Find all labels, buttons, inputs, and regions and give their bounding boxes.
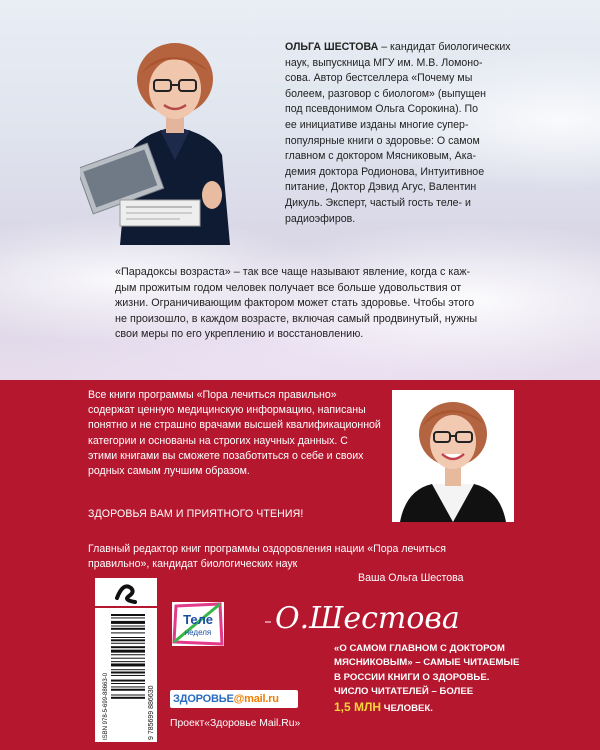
barcode-bar	[111, 637, 145, 638]
lead-paragraph	[115, 265, 555, 343]
barcode-bar	[111, 689, 145, 691]
promo-line: В РОССИИ КНИГИ О ЗДОРОВЬЕ.	[334, 671, 490, 683]
bio-line: болеем, разговор с биологом» (выпущен	[285, 87, 487, 100]
program-line: содержат ценную медицинскую информацию, написаны	[88, 404, 366, 417]
editor-credit	[88, 542, 508, 572]
program-description	[88, 388, 393, 479]
barcode-bar	[111, 646, 145, 648]
signature-script: О.Шестова	[275, 601, 460, 636]
program-line: Все книги программы «Пора лечиться правильно»	[88, 389, 337, 401]
zdorovie-part2: mail.ru	[244, 693, 279, 705]
barcode-bar	[111, 680, 145, 682]
bio-line: Дикуль. Эксперт, частый гость теле- и	[285, 196, 471, 209]
zdorovie-at: @	[233, 693, 245, 705]
tele-nedelya-logo-icon	[172, 602, 224, 646]
bio-line: – кандидат биологических	[378, 41, 511, 53]
lead-line: дым прожитым годом человек получает все больше удовольствия от	[115, 281, 462, 294]
signature-name: Ваша Ольга Шестова	[358, 572, 464, 584]
lead-line: свои меры по его укреплению и восстановлению.	[115, 328, 364, 341]
barcode-bar	[111, 672, 145, 674]
barcode-bar	[111, 695, 145, 696]
promo-line: «О САМОМ ГЛАВНОМ С ДОКТОРОМ	[334, 643, 505, 654]
tele-logo-line1: Теле	[183, 612, 213, 627]
barcode	[95, 608, 157, 742]
promo-highlight: 1,5 МЛН	[334, 699, 382, 714]
barcode-bar	[111, 654, 145, 655]
zdorovie-part1: ЗДОРОВЬЕ	[173, 693, 234, 705]
barcode-bar	[111, 617, 145, 618]
lead-line: жизни. Ограничивающим фактором может стать здоровье. Чтобы этого	[115, 297, 475, 310]
isbn-text: ISBN 978-5-699-88663-0	[103, 672, 109, 740]
barcode-bar	[111, 621, 145, 624]
barcode-bar	[111, 626, 145, 627]
editor-line: правильно», кандидат биологических наук	[88, 558, 298, 571]
barcode-digits: 9 785699 886630	[148, 685, 155, 740]
project-caption: Проект«Здоровье Mail.Ru»	[170, 718, 301, 729]
bio-line: демия доктора Родионова, Интуитивное	[285, 165, 485, 178]
program-line: родных самым лучшим образом.	[88, 465, 250, 478]
editor-line: Главный редактор книг программы оздоровления нации «Пора лечиться	[88, 543, 446, 555]
barcode-bar	[111, 697, 145, 699]
lead-line: не произошло, в каждом возрасте, включая самый продвинутый, нужны	[115, 312, 478, 325]
program-line: категории и основаны на строгих научных данных. С	[88, 434, 348, 447]
promo-text	[334, 642, 544, 716]
barcode-bar	[111, 675, 145, 676]
author-portrait	[392, 390, 514, 522]
author-photo-with-laptop	[80, 35, 270, 245]
promo-line: ЧИСЛО ЧИТАТЕЛЕЙ – БОЛЕЕ	[334, 686, 474, 698]
bio-line: наук, выпускница МГУ им. М.В. Ломоно-	[285, 56, 483, 69]
publisher-logo-icon	[95, 578, 157, 606]
barcode-bar	[111, 628, 145, 630]
bio-line: популярные книги о здоровье: О самом	[285, 134, 480, 147]
barcode-bar	[111, 663, 145, 666]
barcode-bar	[111, 669, 145, 670]
barcode-bar	[111, 686, 145, 687]
bio-line: питание, Доктор Дэвид Агус, Валентин	[285, 181, 477, 194]
barcode-bar	[111, 661, 145, 662]
promo-line: МЯСНИКОВЫМ» – САМЫЕ ЧИТАЕМЫЕ	[334, 657, 520, 669]
handwritten-signature	[265, 592, 505, 642]
bio-line: радиоэфиров.	[285, 212, 356, 225]
barcode-bar	[111, 639, 145, 641]
barcode-bar	[111, 683, 145, 684]
bio-line: ее инициативе изданы многие супер-	[285, 118, 469, 131]
bio-line: сова. Автор бестселлера «Почему мы	[285, 72, 473, 85]
barcode-bar	[111, 658, 145, 659]
barcode-bar	[111, 643, 145, 644]
red-section	[0, 380, 600, 750]
barcode-bar	[111, 614, 145, 616]
author-name: ОЛЬГА ШЕСТОВА	[285, 41, 379, 53]
bio-line: главном с доктором Мясниковым, Ака-	[285, 150, 477, 163]
bio-line: под псевдонимом Ольга Сорокина). По	[285, 103, 479, 116]
barcode-bar	[111, 650, 145, 653]
zdorovie-mail-logo	[170, 690, 298, 708]
promo-tail: ЧЕЛОВЕК.	[381, 702, 433, 714]
greeting-text: ЗДОРОВЬЯ ВАМ И ПРИЯТНОГО ЧТЕНИЯ!	[88, 508, 304, 520]
program-line: понятно и не страшно врачами высшей квалификационной	[88, 419, 381, 432]
lead-line: «Парадоксы возраста» – так все чаще называют явление, когда с каж-	[115, 266, 471, 278]
barcode-bar	[111, 632, 145, 633]
author-bio	[285, 40, 555, 227]
tele-logo-line2: неделя	[184, 628, 212, 637]
barcode-bars	[111, 614, 145, 699]
program-line: этими книгами вы сможете позаботиться о себе и своих	[88, 449, 364, 462]
